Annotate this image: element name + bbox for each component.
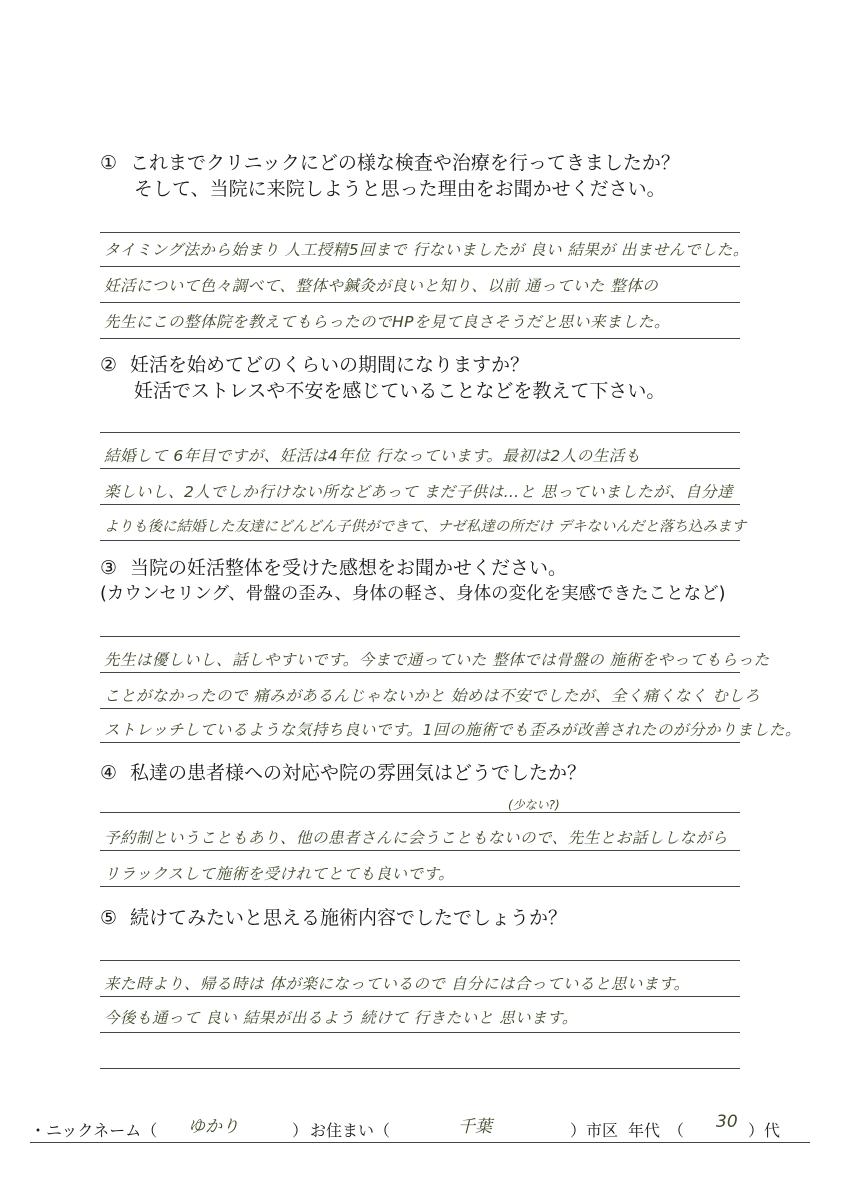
answer-line [100, 960, 740, 961]
answer-line [100, 636, 740, 637]
address-value: 千葉 [458, 1117, 492, 1137]
answer-line [100, 232, 740, 233]
answer-5-line-2: 今後も通って 良い 結果が出るよう 続けて 行きたいと 思います。 [104, 1009, 578, 1027]
question-1 [100, 150, 680, 202]
question-number: ① [100, 152, 118, 174]
answer-2-line-1: 結婚して 6年目ですが、妊活は4年位 行なっています。最初は2人の生活も [104, 447, 641, 465]
answer-5-line-1: 来た時より、帰る時は 体が楽になっているので 自分には合っていると思います。 [104, 975, 690, 993]
nickname-label: ・ニックネーム（ [30, 1121, 158, 1140]
answer-3-line-2: ことがなかったので 痛みがあるんじゃないかと 始めは不安でしたが、全く痛くなく むしろ [104, 687, 761, 705]
ward-label: 市区 [586, 1121, 619, 1140]
answer-line [100, 302, 740, 303]
answer-line [100, 996, 740, 997]
answer-2-line-3: よりも後に結婚した友達にどんどん子供ができて、ナゼ私達の所だけ デキないんだと落ち込みます [104, 519, 747, 535]
answer-line [100, 812, 740, 813]
answer-1-line-1: タイミング法から始まり 人工授精5回まで 行ないましたが 良い 結果が 出ませんでした。 [104, 241, 749, 259]
question-number: ③ [100, 557, 118, 579]
age-label: 年代 （ [628, 1121, 685, 1140]
answer-line [100, 708, 740, 709]
question-number: ② [100, 354, 118, 376]
nickname-close: ） [292, 1121, 309, 1140]
question-text-line1: 当院の妊活整体を受けた感想をお聞かせください。 [130, 557, 568, 579]
question-number: ⑤ [100, 907, 118, 929]
nickname-value: ゆかり [188, 1117, 239, 1137]
answer-line [100, 504, 740, 505]
answer-line [100, 672, 740, 673]
age-close: ）代 [748, 1121, 781, 1140]
footer-line [30, 1142, 810, 1143]
question-text-line2: そして、当院に来院しようと思った理由をお聞かせください。 [134, 178, 666, 200]
address-close: ） [570, 1121, 587, 1140]
question-text-line1: これまでクリニックにどの様な検査や治療を行ってきましたか？ [130, 152, 680, 174]
question-text-line2: (カウンセリング、骨盤の歪み、身体の軽さ、身体の変化を実感できたことなど) [100, 584, 726, 604]
answer-1-line-2: 妊活について色々調べて、整体や鍼灸が良いと知り、以前 通っていた 整体の [104, 277, 659, 295]
answer-1-line-3: 先生にこの整体院を教えてもらったのでHPを見て良さそうだと思い来ました。 [104, 313, 671, 331]
answer-line [100, 468, 740, 469]
answer-line [100, 1068, 740, 1069]
answer-3-line-1: 先生は優しいし、話しやすいです。今まで通っていた 整体では骨盤の 施術をやってもらった [104, 651, 770, 669]
question-3 [100, 555, 725, 607]
answer-line [100, 1032, 740, 1033]
question-number: ④ [100, 762, 118, 784]
question-text-line1: 私達の患者様への対応や院の雰囲気はどうでしたか？ [130, 762, 587, 784]
answer-line [100, 540, 740, 541]
question-text-line1: 妊活を始めてどのくらいの期間になりますか？ [130, 354, 530, 376]
answer-4-line-1: 予約制ということもあり、他の患者さんに会うこともないので、先生とお話ししながら [104, 829, 728, 847]
question-2 [100, 352, 665, 404]
address-label: お住まい（ [310, 1121, 391, 1140]
answer-line [100, 266, 740, 267]
answer-line [100, 850, 740, 851]
question-4 [100, 760, 586, 786]
question-5 [100, 905, 567, 931]
answer-line [100, 338, 740, 339]
answer-4-line-2: リラックスして施術を受けれてとても良いです。 [104, 865, 455, 883]
age-value: 30 [716, 1112, 738, 1132]
question-text-line1: 続けてみたいと思える施術内容でしたでしょうか？ [130, 907, 568, 929]
answer-4-note: (少ない?) [508, 798, 560, 812]
question-text-line2: 妊活でストレスや不安を感じていることなどを教えて下さい。 [134, 380, 666, 402]
answer-line [100, 886, 740, 887]
answer-2-line-2: 楽しいし、2人でしか行けない所などあって まだ子供は…と 思っていましたが、自分達 [104, 483, 734, 501]
answer-line [100, 432, 740, 433]
answer-line [100, 742, 740, 743]
answer-3-line-3: ストレッチしているような気持ち良いです。1回の施術でも歪みが改善されたのが分かりました。 [104, 721, 801, 739]
